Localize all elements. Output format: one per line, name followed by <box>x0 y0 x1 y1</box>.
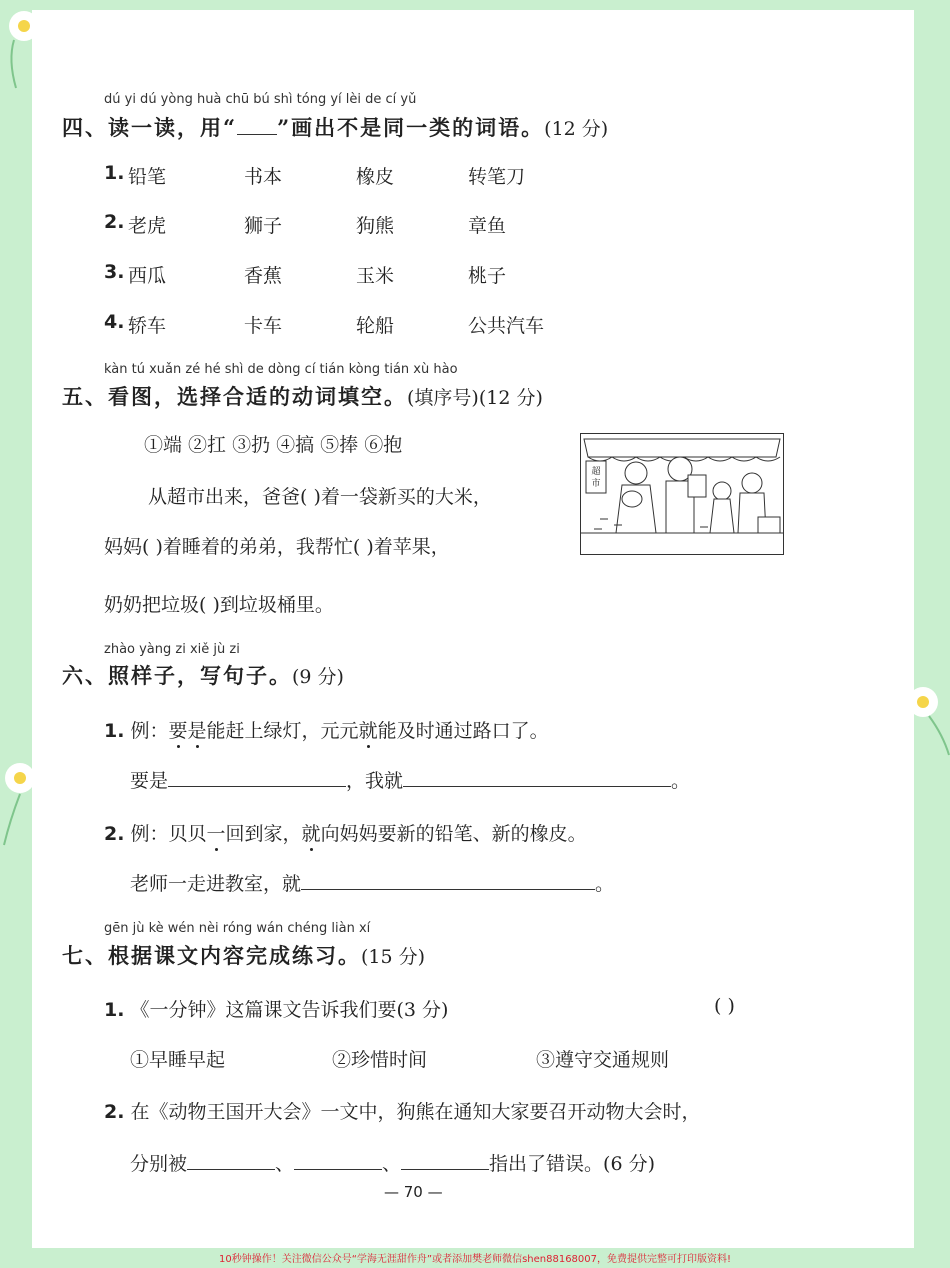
section6-q2-answer <box>130 869 614 896</box>
section6-q1-answer <box>130 766 690 793</box>
section7-title <box>62 940 425 970</box>
word-option[interactable]: 转笔刀 <box>468 166 526 188</box>
page-number: — 70 — <box>384 1183 443 1201</box>
word-option[interactable]: 书本 <box>244 166 283 188</box>
section6-title <box>62 660 344 690</box>
answer-mid: ，我就 <box>346 770 404 792</box>
section4-row <box>104 261 507 287</box>
choice-option[interactable]: ②珍惜时间 <box>332 1049 428 1071</box>
word-option[interactable]: 老虎 <box>128 215 167 237</box>
emphasis-char: 是 <box>187 720 207 742</box>
example-text: 向妈妈要新的铅笔、新的橡皮。 <box>320 823 587 845</box>
answer-blank[interactable] <box>294 1151 382 1170</box>
section7-pinyin: gēn jù kè wén nèi róng wán chéng liàn xí <box>104 921 371 936</box>
section4-title <box>62 112 608 142</box>
section5-pinyin: kàn tú xuǎn zé hé shì de dòng cí tián kòng tián xù hào <box>104 362 458 377</box>
answer-blank[interactable] <box>401 1151 489 1170</box>
section6-title-text: 六、照样子，写句子。 <box>62 663 292 688</box>
emphasis-char: 一 <box>206 823 226 845</box>
answer-prefix: 老师一走进教室，就 <box>130 873 302 895</box>
section6-q2-example <box>104 819 587 846</box>
answer-blank[interactable] <box>187 1151 275 1170</box>
footer-notice: 10秒钟操作！关注微信公众号“学海无涯甜作舟”或者添加樊老师微信shen88168007，免费提供完整可打印版资料! <box>218 1254 732 1265</box>
fill-line-2[interactable]: 妈妈( )着睡着的弟弟，我帮忙( )着苹果， <box>104 536 450 558</box>
section7-score: (15 分) <box>361 946 426 968</box>
separator: 、 <box>275 1153 295 1175</box>
word-option[interactable]: 卡车 <box>244 315 283 337</box>
section5-score: (填序号)(12 分) <box>407 387 543 409</box>
answer-blank[interactable] <box>403 768 671 787</box>
section5-title-text: 五、看图，选择合适的动词填空。 <box>62 384 407 409</box>
answer-blank[interactable] <box>301 871 595 890</box>
section4-row <box>104 311 545 337</box>
section4-pinyin: dú yi dú yòng huà chū bú shì tóng yí lèi de cí yǔ <box>104 92 417 107</box>
word-option[interactable]: 西瓜 <box>128 265 167 287</box>
question-text: 《一分钟》这篇课文告诉我们要(3 分) <box>130 999 449 1021</box>
example-text: 回到家， <box>225 823 302 845</box>
example-prefix: 例： <box>130 720 169 742</box>
fill-line-1[interactable]: 从超市出来，爸爸( )着一袋新买的大米， <box>148 486 492 508</box>
choice-option[interactable]: ③遵守交通规则 <box>536 1049 670 1071</box>
example-prefix: 例：贝贝 <box>130 823 207 845</box>
word-option[interactable]: 香蕉 <box>244 265 283 287</box>
example-text: 能及时通过路口了。 <box>377 720 549 742</box>
section7-q2-answer <box>130 1149 655 1176</box>
row-number: 1. <box>104 162 125 184</box>
separator: 、 <box>382 1153 402 1175</box>
section7-title-text: 七、根据课文内容完成练习。 <box>62 943 361 968</box>
section7-q2 <box>104 1097 701 1124</box>
answer-paren[interactable]: ( ) <box>714 995 735 1017</box>
verb-options: ①端 ②扛 ③扔 ④搞 ⑤捧 ⑥抱 <box>144 434 403 456</box>
emphasis-char: 就 <box>301 823 321 845</box>
word-option[interactable]: 桃子 <box>468 265 507 287</box>
underline-sample <box>237 116 277 135</box>
section6-pinyin: zhào yàng zi xiě jù zi <box>104 642 240 657</box>
word-option[interactable]: 铅笔 <box>128 166 167 188</box>
section4-title-text: 四、读一读，用“ <box>62 115 238 140</box>
choice-option[interactable]: ①早睡早起 <box>130 1049 226 1071</box>
word-option[interactable]: 狗熊 <box>356 215 395 237</box>
answer-blank[interactable] <box>168 768 346 787</box>
section6-score: (9 分) <box>292 666 344 688</box>
answer-prefix: 分别被 <box>130 1153 188 1175</box>
row-number: 4. <box>104 311 125 333</box>
fill-line-3[interactable]: 奶奶把垃圾( )到垃圾桶里。 <box>104 594 334 616</box>
row-number: 3. <box>104 261 125 283</box>
section4-row <box>104 211 507 237</box>
example-text: 能赶上绿灯，元元 <box>206 720 359 742</box>
answer-end: 。 <box>595 873 615 895</box>
section4-row <box>104 162 526 188</box>
section5-title <box>62 381 543 411</box>
answer-end: 。 <box>671 770 691 792</box>
emphasis-char: 要 <box>168 720 188 742</box>
question-number: 2. <box>104 1101 125 1123</box>
row-number: 2. <box>104 211 125 233</box>
section4-score: (12 分) <box>544 118 609 140</box>
svg-text:超: 超 <box>591 467 601 477</box>
section7-q1 <box>104 995 448 1022</box>
answer-prefix: 要是 <box>130 770 169 792</box>
section6-q1-example <box>104 716 549 743</box>
question-number: 1. <box>104 999 125 1021</box>
emphasis-char: 就 <box>358 720 378 742</box>
word-option[interactable]: 狮子 <box>244 215 283 237</box>
word-option[interactable]: 轮船 <box>356 315 395 337</box>
question-number: 2. <box>104 823 125 845</box>
word-option[interactable]: 玉米 <box>356 265 395 287</box>
question-text: 在《动物王国开大会》一文中，狗熊在通知大家要召开动物大会时， <box>130 1101 701 1123</box>
svg-text:市: 市 <box>591 479 601 489</box>
supermarket-illustration <box>580 433 784 555</box>
section4-title-end: ”画出不是同一类的词语。 <box>277 115 545 140</box>
word-option[interactable]: 章鱼 <box>468 215 507 237</box>
word-option[interactable]: 公共汽车 <box>468 315 545 337</box>
word-option[interactable]: 橡皮 <box>356 166 395 188</box>
word-option[interactable]: 轿车 <box>128 315 167 337</box>
answer-end: 指出了错误。(6 分) <box>489 1153 656 1175</box>
question-number: 1. <box>104 720 125 742</box>
